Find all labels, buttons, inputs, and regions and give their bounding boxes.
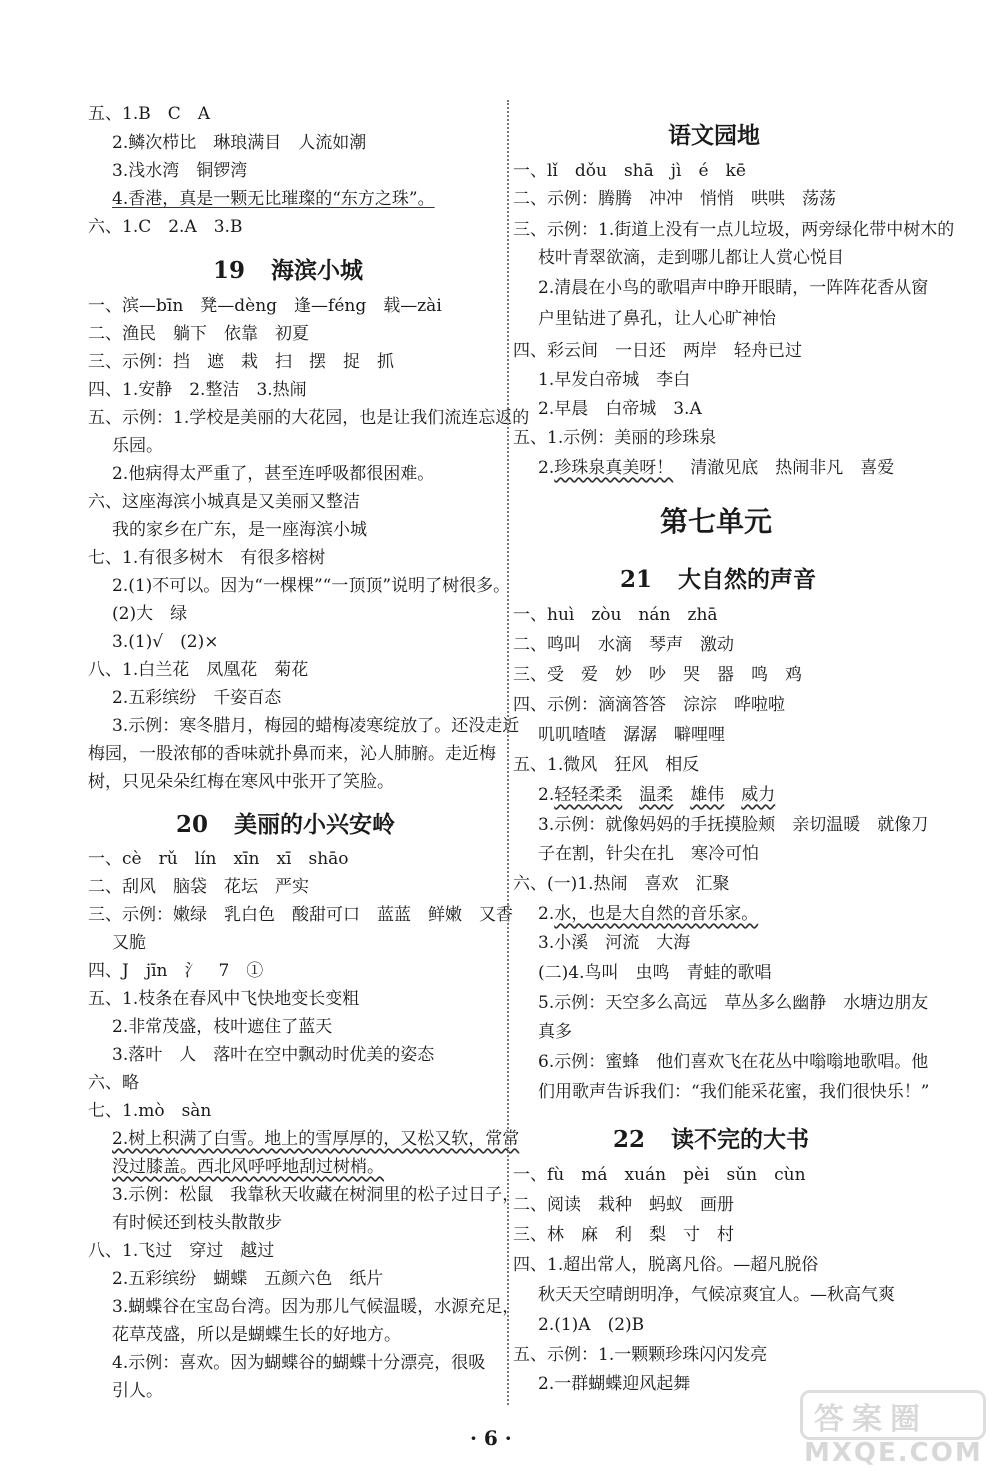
answer-line: 乐园。 [112, 436, 163, 456]
answer-line: 三、示例：1.街道上没有一点儿垃圾，两旁绿化带中树木的 [513, 220, 955, 240]
answer-line: 二、刮风 脑袋 花坛 严实 [88, 877, 309, 897]
answer-line: 户里钻进了鼻孔，让人心旷神怡 [538, 309, 776, 329]
answer-text: 清澈见底 热闹非凡 喜爱 [673, 458, 895, 478]
answer-line: 六、1.C 2.A 3.B [88, 217, 243, 237]
wavy-underlined-word: 温柔 [639, 785, 674, 805]
answer-line: 叽叽喳喳 潺潺 噼哩哩 [538, 725, 725, 745]
answer-line: 又脆 [112, 933, 146, 953]
item-number: 2. [538, 785, 555, 805]
answer-line: 四、J jīn 氵 7 ① [88, 961, 264, 981]
answer-line: 五、示例：1.学校是美丽的大花园，也是让我们流连忘返的 [88, 408, 530, 428]
answer-line: 2.(1)不可以。因为“一棵棵”“一顶顶”说明了树很多。 [112, 576, 511, 596]
lesson-title: 美丽的小兴安岭 [234, 811, 396, 838]
answer-line: 枝叶青翠欲滴，走到哪儿都让人赏心悦目 [538, 248, 844, 268]
answer-line: 二、渔民 躺下 依靠 初夏 [88, 324, 309, 344]
item-number: 2. [538, 904, 555, 924]
page-number: · 6 · [470, 1426, 512, 1450]
answer-line: 八、1.白兰花 凤凰花 菊花 [88, 660, 309, 680]
answer-line: 们用歌声告诉我们：“我们能采花蜜，我们很快乐！” [538, 1082, 930, 1102]
answer-line: 引人。 [112, 1381, 163, 1401]
answer-line: 花草茂盛，所以是蝴蝶生长的好地方。 [112, 1325, 401, 1345]
lesson-heading-19 [213, 252, 363, 285]
section-heading-yuwen-yuandi: 语文园地 [668, 122, 760, 149]
answer-line: 七、1.mò sàn [88, 1101, 212, 1121]
answer-line: 我的家乡在广东，是一座海滨小城 [112, 520, 367, 540]
item-number: 2. [538, 458, 555, 478]
lesson-heading-20 [176, 806, 395, 839]
answer-line [112, 1128, 519, 1150]
underlined-sentence: 4.香港，真是一颗无比璀璨的“东方之珠”。 [112, 189, 435, 209]
wavy-underlined-sentence: 珍珠泉真美呀！ [554, 458, 674, 478]
watermark-text: 答案圈 [814, 1402, 928, 1437]
answer-line: 有时候还到枝头散散步 [112, 1213, 282, 1233]
answer-line: 2.五彩缤纷 蝴蝶 五颜六色 纸片 [112, 1269, 384, 1289]
lesson-number: 21 [620, 566, 653, 593]
answer-line: 2.他病得太严重了，甚至连呼吸都很困难。 [112, 464, 435, 484]
lesson-number: 20 [176, 811, 209, 838]
wavy-underlined-sentence: 水，也是大自然的音乐家。 [554, 904, 759, 924]
answer-line: 2.一群蝴蝶迎风起舞 [538, 1374, 691, 1394]
answer-line: 五、1.B C A [88, 104, 210, 124]
answer-line: 三、示例：嫩绿 乳白色 酸甜可口 蓝蓝 鲜嫩 又香 [88, 905, 513, 925]
answer-line: 六、(一)1.热闹 喜欢 汇聚 [513, 874, 730, 894]
answer-line: 2.早晨 白帝城 3.A [538, 399, 702, 419]
answer-line [538, 903, 758, 925]
answer-line: 七、1.有很多树木 有很多榕树 [88, 548, 326, 568]
lesson-title: 读不完的大书 [671, 1126, 810, 1153]
answer-line: 2.清晨在小鸟的歌唱声中睁开眼睛，一阵阵花香从窗 [538, 278, 929, 298]
answer-line: 六、这座海滨小城真是又美丽又整洁 [88, 492, 360, 512]
wavy-underlined-sentence: 2.树上积满了白雪。地上的雪厚厚的，又松又软，常常 [112, 1129, 520, 1149]
answer-line: 五、1.枝条在春风中飞快地变长变粗 [88, 989, 360, 1009]
answer-line: (2)大 绿 [112, 604, 188, 624]
answer-line: 四、示例：滴滴答答 淙淙 哗啦啦 [513, 695, 785, 715]
lesson-heading-22 [613, 1121, 809, 1154]
unit-heading: 第七单元 [660, 505, 773, 538]
lesson-title: 大自然的声音 [678, 566, 817, 593]
answer-line: 五、1.示例：美丽的珍珠泉 [513, 428, 717, 448]
lesson-number: 19 [213, 257, 246, 284]
answer-line: 3.示例：就像妈妈的手抚摸脸颊 亲切温暖 就像刀 [538, 815, 929, 835]
watermark-logo [800, 1390, 985, 1468]
answer-line: 二、鸣叫 水滴 琴声 激动 [513, 635, 734, 655]
answer-line: 3.示例：松鼠 我靠秋天收藏在树洞里的松子过日子， [112, 1185, 520, 1205]
answer-line: 五、示例：1.一颗颗珍珠闪闪发亮 [513, 1345, 768, 1365]
answer-line: 一、cè rǔ lín xīn xī shāo [88, 849, 349, 869]
lesson-title: 海滨小城 [271, 257, 364, 284]
answer-line: 梅园，一股浓郁的香味就扑鼻而来，沁人肺腑。走近梅 [88, 744, 496, 764]
answer-line: 三、示例：挡 遮 栽 扫 摆 捉 抓 [88, 352, 394, 372]
answer-line: 子在割，针尖在扎 寒冷可怕 [538, 844, 759, 864]
wavy-underlined-word: 轻轻柔柔 [554, 785, 623, 805]
answer-line: 三、受 爱 妙 吵 哭 器 鸣 鸡 [513, 665, 802, 685]
answer-line: 3.浅水湾 铜锣湾 [112, 161, 248, 181]
answer-line: 真多 [538, 1022, 572, 1042]
answer-line: 秋天天空晴朗明净，气候凉爽宜人。—秋高气爽 [538, 1285, 895, 1305]
answer-line: 1.早发白帝城 李白 [538, 370, 691, 390]
answer-line: 一、fù má xuán pèi sǔn cùn [513, 1165, 806, 1185]
answer-line: 四、彩云间 一日还 两岸 轻舟已过 [513, 341, 802, 361]
answer-line: 5.示例：天空多么高远 草丛多么幽静 水塘边朋友 [538, 993, 929, 1013]
answer-line: 3.落叶 人 落叶在空中飘动时优美的姿态 [112, 1045, 435, 1065]
answer-line: 3.(1)√ (2)× [112, 632, 219, 652]
watermark-url: MXQE.COM [804, 1438, 983, 1468]
answer-line [112, 1156, 384, 1178]
answer-line: 五、1.微风 狂风 相反 [513, 755, 700, 775]
answer-line: 一、滨—bīn 凳—dèng 逢—féng 载—zài [88, 296, 442, 316]
wavy-underlined-word: 威力 [741, 785, 776, 805]
answer-line: 2.五彩缤纷 千姿百态 [112, 688, 282, 708]
wavy-underlined-sentence: 没过膝盖。西北风呼呼地刮过树梢。 [112, 1157, 384, 1177]
answer-line: 树，只见朵朵红梅在寒风中张开了笑脸。 [88, 772, 394, 792]
answer-line: 六、略 [88, 1073, 139, 1093]
answer-line: 一、lǐ dǒu shā jì é kē [513, 161, 746, 181]
answer-line [538, 784, 775, 806]
answer-line: (二)4.鸟叫 虫鸣 青蛙的歌唱 [538, 963, 772, 983]
answer-line: 2.(1)A (2)B [538, 1315, 645, 1335]
column-divider [507, 100, 509, 1405]
answer-line [538, 457, 894, 479]
wavy-underlined-word: 雄伟 [690, 785, 725, 805]
lesson-heading-21 [620, 561, 816, 594]
answer-line: 四、1.安静 2.整洁 3.热闹 [88, 380, 307, 400]
answer-line: 一、huì zòu nán zhā [513, 605, 718, 625]
answer-line: 八、1.飞过 穿过 越过 [88, 1241, 275, 1261]
answer-line: 4.示例：喜欢。因为蝴蝶谷的蝴蝶十分漂亮，很吸 [112, 1353, 486, 1373]
answer-line: 6.示例：蜜蜂 他们喜欢飞在花丛中嗡嗡地歌唱。他 [538, 1052, 929, 1072]
lesson-number: 22 [613, 1126, 646, 1153]
answer-line: 四、1.超出常人，脱离凡俗。—超凡脱俗 [513, 1255, 819, 1275]
answer-line: 3.小溪 河流 大海 [538, 933, 691, 953]
answer-line: 3.蝴蝶谷在宝岛台湾。因为那儿气候温暖，水源充足， [112, 1297, 520, 1317]
answer-line [112, 188, 435, 210]
answer-line: 二、阅读 栽种 蚂蚁 画册 [513, 1195, 734, 1215]
answer-line: 三、林 麻 利 梨 寸 村 [513, 1225, 734, 1245]
answer-line: 二、示例：腾腾 冲冲 悄悄 哄哄 荡荡 [513, 189, 836, 209]
answer-line: 2.非常茂盛，枝叶遮住了蓝天 [112, 1017, 333, 1037]
answer-line: 2.鳞次栉比 琳琅满目 人流如潮 [112, 133, 367, 153]
answer-line: 3.示例：寒冬腊月，梅园的蜡梅凌寒绽放了。还没走近 [112, 716, 520, 736]
